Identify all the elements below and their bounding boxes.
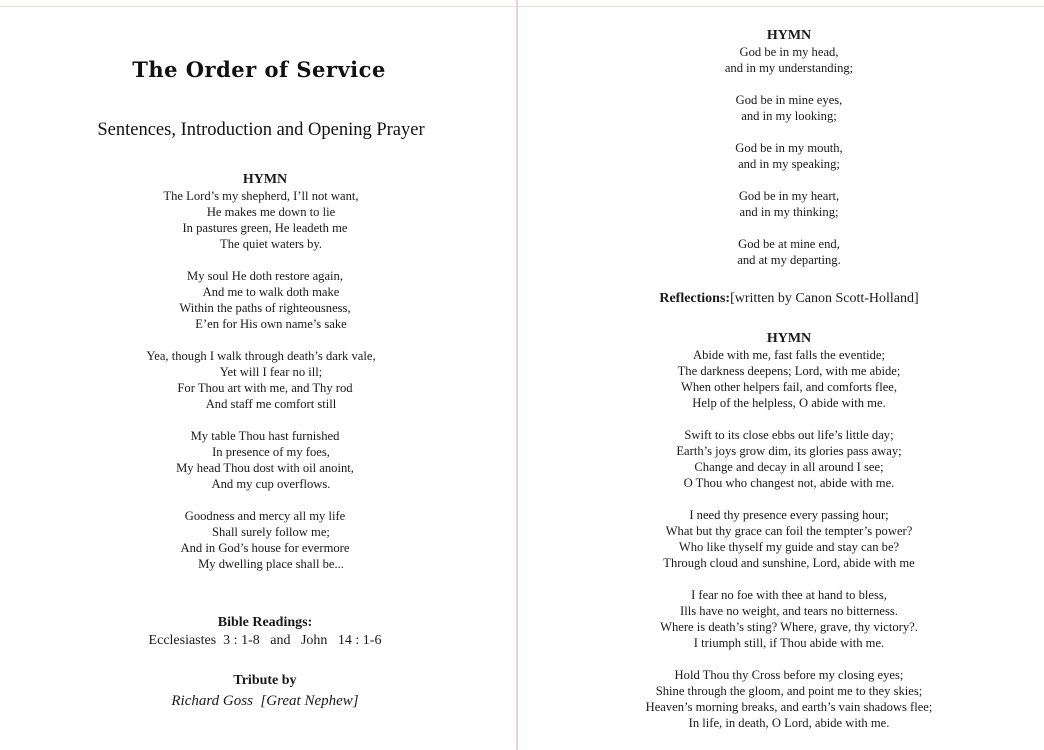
stanza bbox=[579, 427, 999, 491]
reflections bbox=[599, 291, 979, 307]
stanza bbox=[130, 428, 400, 492]
tribute bbox=[100, 672, 430, 712]
stanza bbox=[579, 667, 999, 731]
verse-line: Within the paths of righteousness, bbox=[179, 301, 351, 315]
stanza bbox=[579, 347, 999, 411]
verse-line: God be in my heart, bbox=[738, 189, 840, 203]
verse-line: and in my thinking; bbox=[739, 205, 839, 219]
verse-line: Yea, though I walk through death’s dark vale, bbox=[146, 349, 376, 363]
stanza bbox=[669, 236, 909, 268]
bible-readings-heading: Bible Readings: bbox=[217, 615, 313, 630]
left-page bbox=[0, 0, 518, 750]
hymn-heading: HYMN bbox=[242, 172, 288, 187]
verse-line: and in my speaking; bbox=[738, 157, 840, 171]
verse-line: Swift to its close ebbs out life’s little day; bbox=[684, 428, 894, 442]
verse-line: and in my understanding; bbox=[724, 61, 854, 75]
verse-line: Goodness and mercy all my life bbox=[184, 509, 346, 523]
verse-line: For Thou art with me, and Thy rod bbox=[177, 381, 353, 395]
verse-line: The darkness deepens; Lord, with me abide; bbox=[677, 364, 901, 378]
verse-line: My soul He doth restore again, bbox=[187, 269, 343, 283]
verse-line: In life, in death, O Lord, abide with me. bbox=[688, 716, 890, 730]
verse-line: Hold Thou thy Cross before my closing eyes; bbox=[674, 668, 904, 682]
verse-line: Ills have no weight, and tears no bitterness. bbox=[680, 604, 898, 618]
bible-readings bbox=[100, 614, 430, 650]
verse-line: I fear no foe with thee at hand to bless, bbox=[691, 588, 887, 602]
stanza bbox=[579, 587, 999, 651]
stanza bbox=[669, 92, 909, 124]
tribute-speaker: Richard Goss [Great Nephew] bbox=[171, 693, 359, 709]
tribute-heading: Tribute by bbox=[233, 673, 297, 688]
verse-line: Who like thyself my guide and stay can be? bbox=[678, 540, 900, 554]
verse-line: And me to walk doth make bbox=[202, 285, 340, 299]
hymn-abide-with-me bbox=[579, 331, 999, 731]
verse-line: I need thy presence every passing hour; bbox=[689, 508, 889, 522]
verse-line: Heaven’s morning breaks, and earth’s vain shadows flee; bbox=[645, 700, 933, 714]
verse-line: Shall surely follow me; bbox=[212, 525, 330, 539]
stanza bbox=[669, 44, 909, 76]
hymn-heading: HYMN bbox=[766, 28, 812, 43]
verse-line: The Lord’s my shepherd, I’ll not want, bbox=[163, 189, 359, 203]
verse-line: Help of the helpless, O abide with me. bbox=[692, 396, 886, 410]
verse-line: Where is death’s sting? Where, grave, thy victory?. bbox=[660, 620, 918, 634]
hymn-heading: HYMN bbox=[766, 331, 812, 346]
verse-line: He makes me down to lie bbox=[206, 205, 336, 219]
verse-line: God be in my mouth, bbox=[735, 141, 843, 155]
stanza bbox=[669, 140, 909, 172]
verse-line: God be in my head, bbox=[739, 45, 839, 59]
verse-line: Through cloud and sunshine, Lord, abide with me bbox=[663, 556, 915, 570]
right-page bbox=[519, 0, 1044, 750]
hymn-god-be-in-my-head bbox=[669, 28, 909, 284]
reflections-label: Reflections: bbox=[659, 291, 731, 306]
verse-line: When other helpers fail, and comforts flee, bbox=[680, 380, 898, 394]
reflections-note: [written by Canon Scott-Holland] bbox=[730, 291, 919, 306]
verse-line: Shine through the gloom, and point me to they skies; bbox=[655, 684, 923, 698]
verse-line: Yet will I fear no ill; bbox=[219, 365, 323, 379]
stanza bbox=[130, 508, 400, 572]
verse-line: In pastures green, He leadeth me bbox=[182, 221, 348, 235]
verse-line: And staff me comfort still bbox=[205, 397, 337, 411]
verse-line: My table Thou hast furnished bbox=[190, 429, 340, 443]
verse-line: And my cup overflows. bbox=[211, 477, 331, 491]
verse-line: and at my departing. bbox=[737, 253, 841, 267]
stanza bbox=[579, 507, 999, 571]
stanza bbox=[669, 188, 909, 220]
verse-line: Abide with me, fast falls the eventide; bbox=[693, 348, 885, 362]
verse-line: What but thy grace can foil the tempter’s power? bbox=[665, 524, 913, 538]
verse-line: O Thou who changest not, abide with me. bbox=[683, 476, 895, 490]
verse-line: My head Thou dost with oil anoint, bbox=[176, 461, 354, 475]
verse-line: Change and decay in all around I see; bbox=[694, 460, 884, 474]
verse-line: God be at mine end, bbox=[738, 237, 840, 251]
stanza bbox=[130, 188, 400, 252]
stanza bbox=[130, 268, 400, 332]
bible-readings-references: Ecclesiastes 3 : 1-8 and John 14 : 1-6 bbox=[148, 633, 382, 648]
verse-line: E’en for His own name’s sake bbox=[195, 317, 347, 331]
hymn-shepherd bbox=[130, 172, 400, 588]
verse-line: and in my looking; bbox=[741, 109, 837, 123]
verse-line: Earth’s joys grow dim, its glories pass away; bbox=[676, 444, 902, 458]
order-of-service-title: The Order of Service bbox=[132, 57, 386, 82]
verse-line: I triumph still, if Thou abide with me. bbox=[693, 636, 885, 650]
verse-line: God be in mine eyes, bbox=[735, 93, 843, 107]
opening-section-title: Sentences, Introduction and Opening Prayer bbox=[97, 120, 425, 140]
verse-line: The quiet waters by. bbox=[220, 237, 322, 251]
verse-line: And in God’s house for evermore bbox=[180, 541, 350, 555]
verse-line: My dwelling place shall be... bbox=[198, 557, 344, 571]
stanza bbox=[130, 348, 400, 412]
verse-line: In presence of my foes, bbox=[212, 445, 330, 459]
